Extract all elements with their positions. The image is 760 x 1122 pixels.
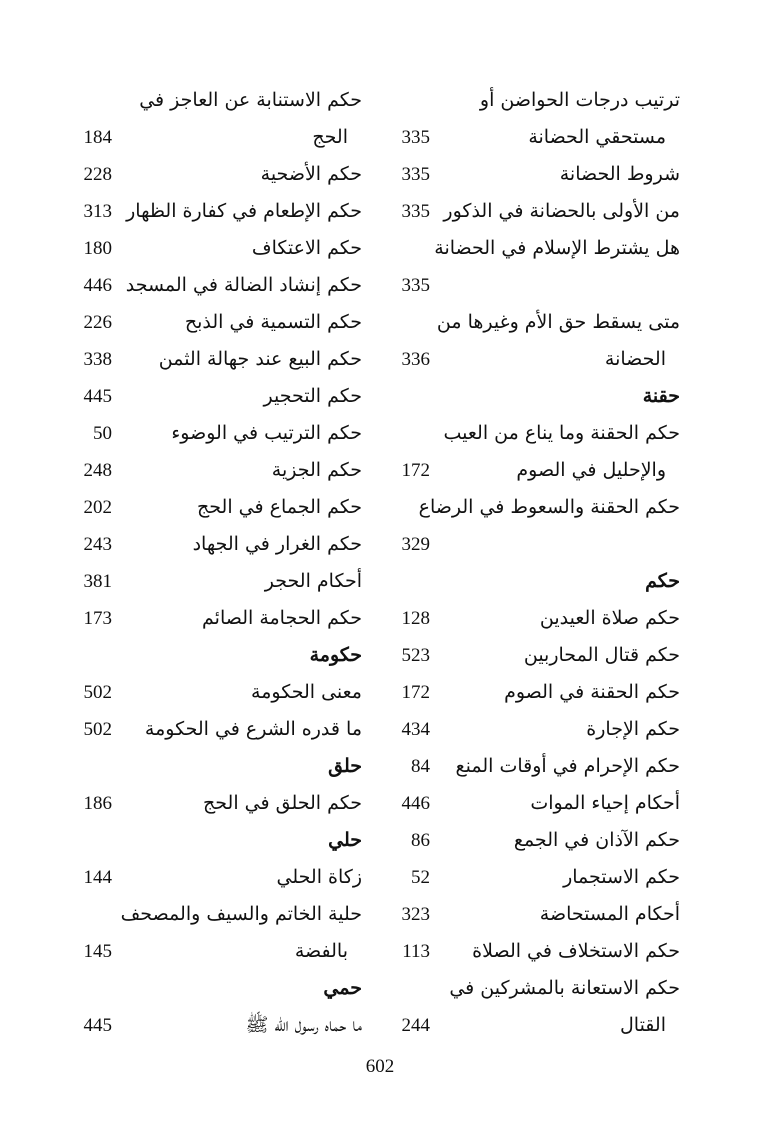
index-entry-text: أحكام المستحاضة (539, 903, 680, 925)
index-entry (320, 600, 680, 637)
index-entry (80, 1007, 362, 1044)
index-entry (320, 637, 680, 674)
index-heading: حمي (323, 977, 362, 999)
index-page-ref: 228 (83, 164, 112, 185)
index-column-left (80, 82, 362, 1044)
index-entry (320, 748, 680, 785)
index-entry (80, 674, 362, 711)
index-heading-row (320, 563, 680, 600)
index-page-ref: 172 (401, 460, 430, 481)
index-page-ref: 502 (83, 682, 112, 703)
index-page-ref: 523 (401, 645, 430, 666)
index-page-ref: 243 (83, 534, 112, 555)
index-entry (320, 933, 680, 970)
index-entry-text: متى يسقط حق الأم وغيرها من (436, 311, 680, 333)
index-entry (80, 119, 362, 156)
index-page-ref: 113 (402, 941, 430, 962)
index-page-ref: 338 (83, 349, 112, 370)
index-entry-text: حكم إنشاد الضالة في المسجد (125, 274, 362, 296)
index-entry-text: حكم صلاة العيدين (539, 607, 680, 629)
index-entry (80, 711, 362, 748)
index-entry (80, 267, 362, 304)
index-page-ref: 202 (83, 497, 112, 518)
index-heading: حقنة (642, 385, 680, 407)
index-entry-text: حكم الاعتكاف (251, 237, 362, 259)
index-entry-text: حكم الاستخلاف في الصلاة (472, 940, 680, 962)
index-entry-text: حكم الإجارة (586, 718, 680, 740)
index-entry (320, 82, 680, 119)
index-page-ref: 173 (83, 608, 112, 629)
index-entry (80, 82, 362, 119)
index-page-ref: 313 (83, 201, 112, 222)
index-page-ref: 446 (401, 793, 430, 814)
index-page-ref: 323 (401, 904, 430, 925)
index-entry-text: أحكام الحجر (264, 570, 362, 592)
index-entry (320, 304, 680, 341)
index-entry (80, 452, 362, 489)
index-entry-text: الحضانة (604, 348, 666, 370)
index-entry-text: زكاة الحلي (276, 866, 362, 888)
index-page-ref: 335 (401, 127, 430, 148)
index-entry-text: حكم الجماع في الحج (197, 496, 362, 518)
index-entry-text: ترتيب درجات الحواضن أو (479, 89, 680, 111)
index-page-ref: 381 (83, 571, 112, 592)
index-entry (80, 341, 362, 378)
index-entry (80, 563, 362, 600)
index-heading-row (80, 748, 362, 785)
index-column-right (320, 82, 680, 1044)
index-entry-text: حكم الآذان في الجمع (513, 829, 680, 851)
index-page-ref: 446 (83, 275, 112, 296)
index-entry (80, 415, 362, 452)
index-entry (320, 452, 680, 489)
index-heading-row (80, 822, 362, 859)
index-entry (320, 711, 680, 748)
index-entry (80, 600, 362, 637)
index-entry-text: من الأولى بالحضانة في الذكور (443, 200, 680, 222)
index-page-ref: 172 (401, 682, 430, 703)
index-heading: حكومة (309, 644, 362, 666)
index-page-ref: 144 (83, 867, 112, 888)
index-entry (320, 489, 680, 526)
index-page-ref: 248 (83, 460, 112, 481)
index-entry (320, 970, 680, 1007)
index-entry-text: حكم الجزية (271, 459, 362, 481)
index-entry-text: حكم الاستجمار (563, 866, 680, 888)
index-entry-text: أحكام إحياء الموات (530, 792, 680, 814)
index-entry (320, 341, 680, 378)
index-entry (80, 933, 362, 970)
index-entry (320, 230, 680, 267)
index-page-ref: 145 (83, 941, 112, 962)
index-entry (80, 526, 362, 563)
index-entry-text: حكم التسمية في الذبح (184, 311, 362, 333)
index-page-ref: 86 (411, 830, 430, 851)
index-entry-text: القتال (619, 1014, 666, 1036)
index-entry (80, 859, 362, 896)
index-entry (320, 267, 680, 304)
index-entry-text: حكم الحقنة والسعوط في الرضاع (418, 496, 680, 518)
index-page-ref: 335 (401, 201, 430, 222)
index-entry (80, 304, 362, 341)
index-page-ref: 244 (401, 1015, 430, 1036)
index-entry (320, 859, 680, 896)
index-page-ref: 226 (83, 312, 112, 333)
index-page-ref: 335 (401, 164, 430, 185)
index-entry (320, 119, 680, 156)
index-entry (320, 674, 680, 711)
index-page-ref: 180 (83, 238, 112, 259)
index-entry-text: بالفضة (294, 940, 348, 962)
index-entry-text: معنى الحكومة (251, 681, 362, 703)
index-heading: حلق (328, 755, 362, 777)
index-page-ref: 128 (401, 608, 430, 629)
index-entry-text: حكم الحقنة في الصوم (504, 681, 680, 703)
index-entry (80, 378, 362, 415)
index-page-ref: 52 (411, 867, 430, 888)
index-entry-text: حكم الاستعانة بالمشركين في (449, 977, 680, 999)
index-page-ref: 445 (83, 386, 112, 407)
index-entry (320, 193, 680, 230)
index-entry-text: ما قدره الشرع في الحكومة (144, 718, 362, 740)
index-entry (320, 1007, 680, 1044)
index-page-ref: 336 (401, 349, 430, 370)
index-entry (320, 526, 680, 563)
index-page-ref: 184 (83, 127, 112, 148)
index-entry (80, 489, 362, 526)
index-entry-text: هل يشترط الإسلام في الحضانة (434, 237, 680, 259)
index-entry-text: شروط الحضانة (559, 163, 680, 185)
page-number: 602 (365, 1056, 395, 1077)
index-page-ref: 445 (83, 1015, 112, 1036)
index-entry-text: حلية الخاتم والسيف والمصحف (120, 903, 362, 925)
index-entry-text: حكم التحجير (263, 385, 362, 407)
index-entry-text: حكم الترتيب في الوضوء (171, 422, 362, 444)
index-entry (80, 230, 362, 267)
index-entry-text: ما حماه رسول الله ﷺ (245, 1014, 362, 1036)
index-entry-text: الحج (312, 126, 348, 148)
index-entry-text: حكم قتال المحاربين (523, 644, 680, 666)
index-heading-row (80, 637, 362, 674)
index-entry-text: مستحقي الحضانة (528, 126, 666, 148)
index-heading-row (80, 970, 362, 1007)
index-entry-text: حكم الحجامة الصائم (202, 607, 362, 629)
index-entry (80, 193, 362, 230)
index-entry (320, 415, 680, 452)
index-page-ref: 335 (401, 275, 430, 296)
index-entry (80, 896, 362, 933)
index-page-ref: 434 (401, 719, 430, 740)
index-entry (320, 822, 680, 859)
index-heading: حكم (645, 570, 680, 592)
index-entry (320, 156, 680, 193)
index-page-ref: 186 (83, 793, 112, 814)
index-entry-text: حكم الإطعام في كفارة الظهار (126, 200, 362, 222)
index-entry (320, 896, 680, 933)
index-entry (80, 785, 362, 822)
index-entry-text: حكم الغرار في الجهاد (192, 533, 362, 555)
index-entry-text: حكم الأضحية (260, 163, 362, 185)
index-entry (80, 156, 362, 193)
index-entry-text: والإحليل في الصوم (516, 459, 666, 481)
index-heading-row (320, 378, 680, 415)
index-page-ref: 329 (401, 534, 430, 555)
index-entry (320, 785, 680, 822)
index-entry-text: حكم الإحرام في أوقات المنع (455, 755, 680, 777)
index-page-ref: 84 (411, 756, 430, 777)
index-page-ref: 50 (93, 423, 112, 444)
index-entry-text: حكم البيع عند جهالة الثمن (158, 348, 362, 370)
index-entry-text: حكم الاستنابة عن العاجز في (139, 89, 362, 111)
index-page-ref: 502 (83, 719, 112, 740)
index-heading: حلي (328, 829, 362, 851)
index-entry-text: حكم الحقنة وما يناع من العيب (443, 422, 680, 444)
index-entry-text: حكم الحلق في الحج (203, 792, 362, 814)
